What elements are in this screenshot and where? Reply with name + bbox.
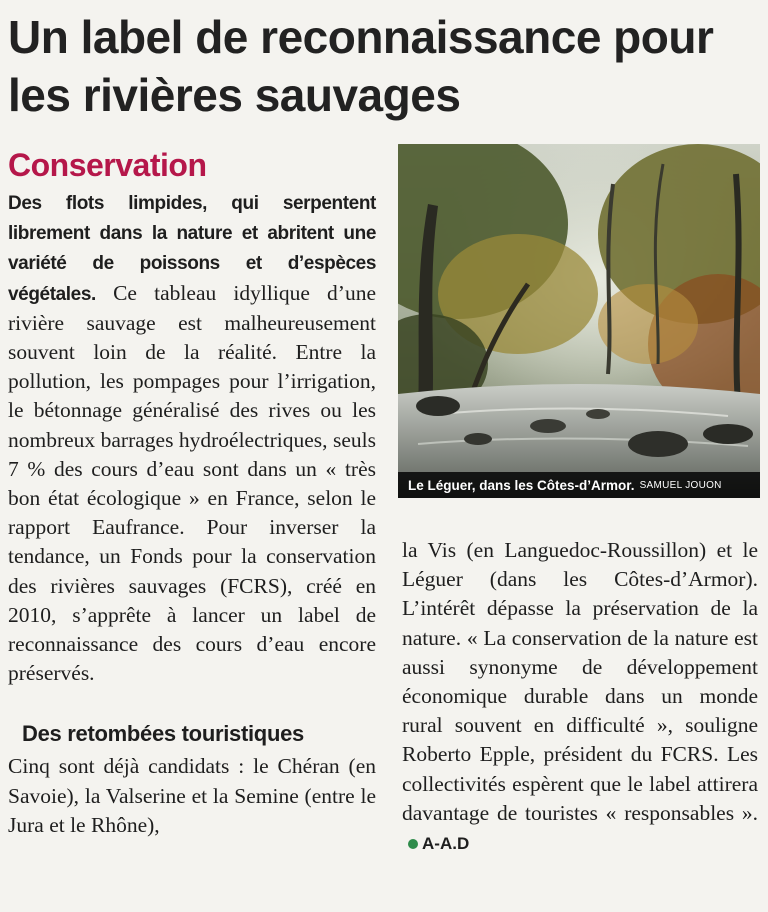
river-photo-illustration (398, 144, 760, 498)
signature-dot-icon (408, 839, 418, 849)
photo-caption-bar (398, 472, 760, 498)
article-column-left (8, 188, 376, 840)
section-kicker: Conservation (8, 147, 207, 183)
photo-credit: SAMUEL JOUON (639, 479, 722, 491)
article-photo (398, 144, 760, 498)
photo-caption: Le Léguer, dans les Côtes-d’Armor. (408, 477, 635, 493)
article-signature: A-A.D (422, 834, 470, 854)
article-headline: Un label de reconnaissance pour les rivières sauvages (8, 11, 714, 121)
article-paragraph-right (402, 536, 758, 858)
article-body-left-2: Cinq sont déjà candidats : le Chéran (en Savoie), la Valserine et la Semine (entre le Jura et le Rhône), (8, 754, 376, 837)
article-paragraph-1 (8, 188, 376, 688)
article-subhead: Des retombées touristiques (22, 721, 304, 747)
article-lead: Des flots limpides, qui serpentent librement dans la nature et abritent une variété de poissons et d’espèces végétales. (8, 193, 376, 305)
article-column-right (402, 536, 758, 858)
article-body-left: Ce tableau idyllique d’une rivière sauvage est malheureusement souvent loin de la réalité. Entre la pollution, les pompages pour l’irrigation, le bétonnage généralisé des rives ou les nombreux barrages hydroélectriques, seuls 7 % des cours d’eau sont dans un « très bon état écologique » en France, selon le rapport Eaufrance. Pour inverser la tendance, un Fonds pour la conservation des rivières sauvages (FCRS), créé en 2010, s’apprête à lancer un label de reconnaissance des cours d’eau encore préservés. (8, 280, 376, 686)
article-body-right: la Vis (en Languedoc-Roussillon) et le Léguer (dans les Côtes-d’Armor). L’intérêt dépasse la préservation de la nature. « La conservation de la nature est aussi synonyme de développement économique durable dans un monde rural souvent en difficulté », souligne Roberto Epple, président du FCRS. Les collectivités espèrent que le label attirera davantage de touristes « responsables ». (402, 538, 758, 825)
